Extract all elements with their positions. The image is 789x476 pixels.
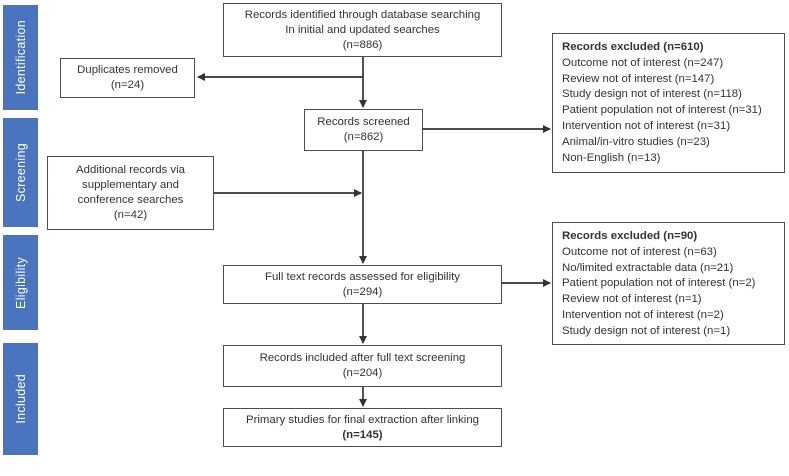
box-primary-studies-line1: Primary studies for final extraction after linking — [246, 413, 479, 426]
stage-identification — [3, 5, 38, 110]
stage-eligibility-label: Eligibility — [13, 256, 28, 309]
stage-screening — [3, 118, 38, 227]
box-duplicates-removed — [60, 58, 195, 98]
box-records-screened — [304, 109, 423, 151]
box-records-included-count: (n=204) — [342, 367, 383, 379]
box-additional-records-line3: conference searches — [77, 194, 184, 206]
box-records-screened-line1: Records screened — [317, 116, 410, 128]
excluded-610-item: Outcome not of interest (n=247) — [562, 56, 724, 69]
box-records-identified-line1: Records identified through database searching — [244, 8, 481, 21]
excluded-610-item: Animal/in-vitro studies (n=23) — [562, 135, 710, 148]
box-fulltext-assessed-count: (n=294) — [342, 285, 383, 298]
box-fulltext-assessed — [223, 265, 502, 304]
box-primary-studies — [223, 408, 502, 447]
excluded-90-item: No/limited extractable data (n=21) — [562, 261, 734, 274]
stage-eligibility — [3, 235, 38, 330]
stage-identification-label: Identification — [13, 20, 28, 95]
box-additional-records-line1: Additional records via — [76, 164, 185, 176]
excluded-90-item: Outcome not of interest (n=63) — [562, 245, 717, 258]
box-records-included-line1: Records included after full text screening — [259, 352, 466, 364]
box-records-excluded-610 — [552, 33, 785, 173]
excluded-90-item: Intervention not of interest (n=2) — [562, 308, 724, 321]
excluded-610-item: Review not of interest (n=147) — [562, 72, 715, 85]
box-records-included — [223, 345, 502, 387]
stage-included — [3, 343, 38, 455]
box-duplicates-removed-count: (n=24) — [110, 79, 145, 91]
box-records-excluded-90 — [552, 222, 785, 345]
excluded-610-item: Patient population not of interest (n=31) — [562, 104, 762, 117]
box-fulltext-assessed-line1: Full text records assessed for eligibility — [265, 270, 460, 283]
box-records-identified-line2: In initial and updated searches — [285, 23, 440, 36]
box-records-identified — [223, 3, 502, 57]
excluded-610-item: Intervention not of interest (n=31) — [562, 119, 731, 132]
excluded-610-item: Non-English (n=13) — [562, 151, 661, 164]
excluded-90-item: Review not of interest (n=1) — [562, 293, 702, 306]
box-records-identified-count: (n=886) — [342, 38, 383, 51]
box-records-excluded-610-title: Records excluded (n=610) — [562, 41, 704, 53]
box-additional-records-count: (n=42) — [113, 209, 148, 221]
excluded-610-item: Study design not of interest (n=118) — [562, 88, 742, 101]
excluded-90-item: Study design not of interest (n=1) — [562, 324, 731, 337]
box-records-screened-count: (n=862) — [343, 131, 384, 143]
box-duplicates-removed-line1: Duplicates removed — [77, 64, 178, 76]
stage-screening-label: Screening — [13, 143, 28, 202]
box-additional-records — [47, 156, 214, 230]
box-additional-records-line2: supplementary and — [82, 179, 179, 191]
box-records-excluded-90-title: Records excluded (n=90) — [562, 230, 698, 242]
stage-included-label: Included — [13, 374, 28, 424]
excluded-90-item: Patient population not of interest (n=2) — [562, 277, 756, 290]
box-primary-studies-count: (n=145) — [342, 428, 383, 441]
